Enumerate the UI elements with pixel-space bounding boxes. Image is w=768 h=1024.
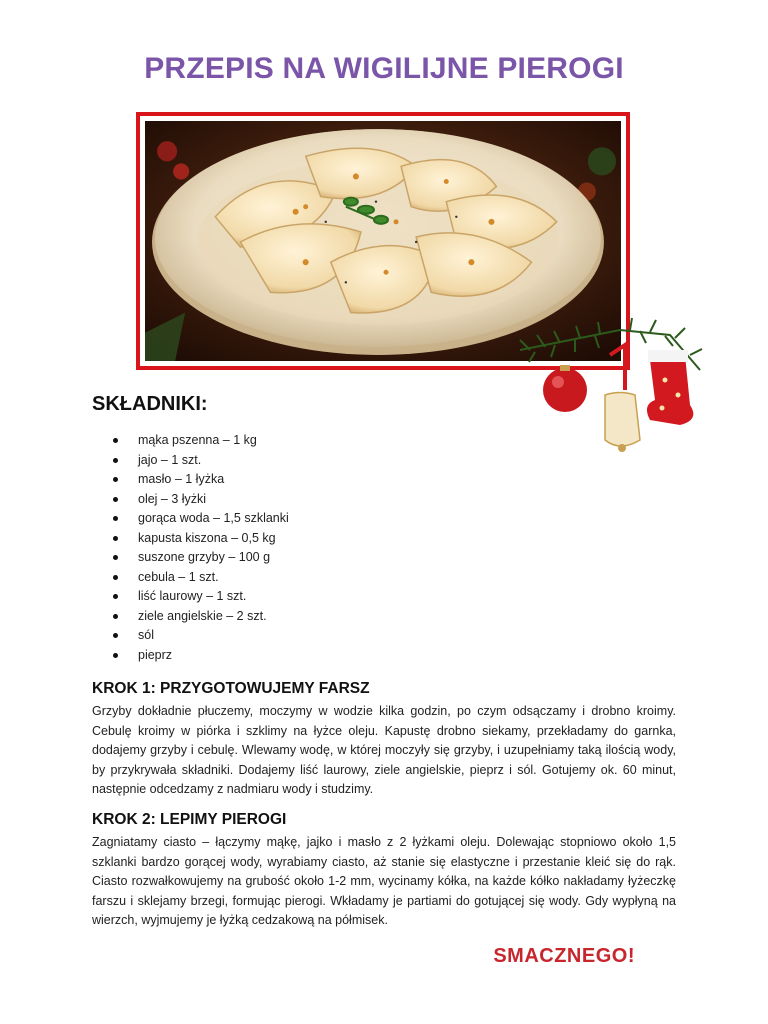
ingredient-item: mąka pszenna – 1 kg [108, 431, 289, 451]
ingredient-item: cebula – 1 szt. [108, 568, 289, 588]
ingredients-heading: SKŁADNIKI: [92, 393, 208, 415]
closing-text: SMACZNEGO! [493, 945, 635, 967]
ingredient-item: pieprz [108, 646, 289, 666]
step2-text: Zagniatamy ciasto – łączymy mąkę, jajko i masło z 2 łyżkami oleju. Dolewając stopniowo około 1,5 szklanki bardzo gorącej wody, wyrabiamy ciasto, aż stanie się elastyczne i przestanie kleić się do rąk. Ciasto rozwałkowujemy na grubość około 1-2 mm, wycinamy kółka, na każde kółko nakładamy łyżeczkę farszu i sklejamy brzegi, formując pierogi. Wkładamy je partiami do gotującej się wody. Gdy wypłyną na wierzch, wyjmujemy je łyżką cedzakową na półmisek. [92, 835, 676, 927]
ingredient-item: masło – 1 łyżka [108, 470, 289, 490]
ingredient-item: suszone grzyby – 100 g [108, 548, 289, 568]
ingredients-list [108, 431, 289, 665]
ingredient-item: liść laurowy – 1 szt. [108, 587, 289, 607]
ingredient-item: kapusta kiszona – 0,5 kg [108, 529, 289, 549]
page-title: PRZEPIS NA WIGILIJNE PIEROGI [144, 52, 624, 85]
step1-text: Grzyby dokładnie płuczemy, moczymy w wodzie kilka godzin, po czym odsączamy i drobno kroimy. Cebulę kroimy w piórka i szklimy na łyżce oleju. Kapustę drobno siekamy, przekładamy do garnka, dodajemy grzyby i cebulę. Wlewamy wodę, w której moczyły się grzyby, i uzupełniamy taką ilością wody, by przykrywała składniki. Dodajemy liść laurowy, ziele angielskie, pieprz i sól. Gotujemy ok. 60 minut, następnie odcedzamy z nadmiaru wody i studzimy. [92, 704, 676, 796]
christmas-ornament-decoration [510, 310, 710, 470]
ingredient-item: ziele angielskie – 2 szt. [108, 607, 289, 627]
step1-heading: KROK 1: PRZYGOTOWUJEMY FARSZ [92, 680, 370, 697]
ingredient-item: olej – 3 łyżki [108, 490, 289, 510]
ingredient-item: gorąca woda – 1,5 szklanki [108, 509, 289, 529]
step2-heading: KROK 2: LEPIMY PIEROGI [92, 811, 287, 828]
ingredient-item: jajo – 1 szt. [108, 451, 289, 471]
ingredient-item: sól [108, 626, 289, 646]
